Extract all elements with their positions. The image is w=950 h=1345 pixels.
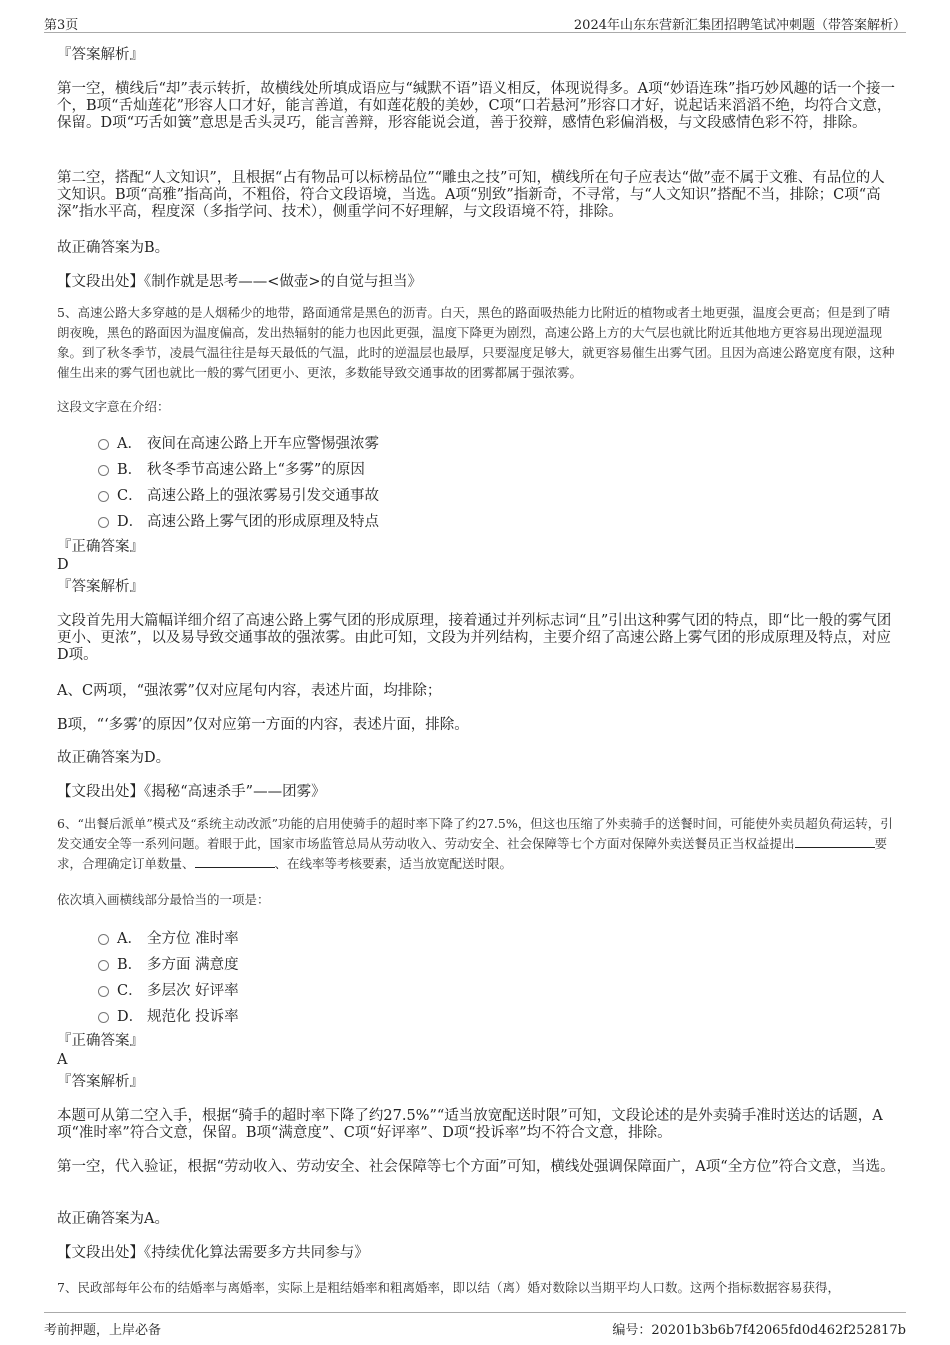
q7-stem: 7、民政部每年公布的结婚率与离婚率，实际上是粗结婚率和粗离婚率，即以结（离）婚对数除以当期平均人口数。这两个指标数据容易获得， — [57, 1280, 840, 1295]
page-header — [44, 10, 906, 33]
q5-analysis-para3: B项，“‘多雾’的原因”仅对应第一方面的内容，表述片面，排除。 — [57, 717, 469, 733]
footer-slogan: 考前押题，上岸必备 — [44, 1323, 162, 1338]
q4-conclusion: 故正确答案为B。 — [57, 240, 170, 256]
q6-source: 【文段出处】《持续优化算法需要多方共同参与》 — [57, 1245, 369, 1261]
q5-conclusion: 故正确答案为D。 — [57, 750, 171, 766]
q6-analysis-para2: 第一空，代入验证，根据“劳动收入、劳动安全、社会保障等七个方面”可知，横线处强调保障面广，A项“全方位”符合文意，当选。 — [57, 1159, 895, 1175]
radio-icon[interactable] — [98, 439, 109, 450]
radio-icon[interactable] — [98, 465, 109, 476]
q4-analysis-para1: 第一空，横线后“却”表示转折，故横线处所填成语应与“缄默不语”语义相反，体现说得多。A项“妙语连珠”指巧妙风趣的话一个接一个，B项“舌灿莲花”形容人口才好，能言善道，有如莲花般的美妙，C项“口若悬河”形容口才好，说起话来滔滔不绝，均符合文意，保留。D项“巧舌如簧”意思是舌头灵巧，能言善辩，形容能说会道，善于狡辩，感情色彩偏消极，与文段感情色彩不符，排除。 — [57, 81, 895, 131]
radio-icon[interactable] — [98, 960, 109, 971]
q6-option-d[interactable]: D． 规范化 投诉率 — [98, 1005, 239, 1026]
q6-option-a[interactable]: A． 全方位 准时率 — [98, 927, 239, 948]
q5-analysis-title: 『答案解析』 — [57, 579, 144, 595]
fill-blank-1[interactable] — [795, 835, 875, 848]
q6-option-c[interactable]: C． 多层次 好评率 — [98, 979, 239, 1000]
q4-analysis-title: 『答案解析』 — [57, 47, 144, 63]
q5-option-d[interactable]: D． 高速公路上雾气团的形成原理及特点 — [98, 510, 379, 531]
radio-icon[interactable] — [98, 934, 109, 945]
q5-source: 【文段出处】《揭秘“高速杀手”——团雾》 — [57, 784, 326, 800]
q5-question: 这段文字意在介绍： — [57, 399, 170, 414]
q5-analysis-para2: A、C两项，“强浓雾”仅对应尾句内容，表述片面，均排除； — [57, 683, 442, 699]
page-footer — [44, 1312, 906, 1337]
q5-option-b[interactable]: B． 秋冬季节高速公路上“多雾”的原因 — [98, 458, 365, 479]
q4-source: 【文段出处】《制作就是思考——<做壶>的自觉与担当》 — [57, 274, 423, 290]
q5-answer-title: 『正确答案』 — [57, 539, 144, 555]
q6-option-b[interactable]: B． 多方面 满意度 — [98, 953, 239, 974]
q5-answer: D — [57, 557, 69, 573]
q6-conclusion: 故正确答案为A。 — [57, 1211, 169, 1227]
q5-option-c[interactable]: C． 高速公路上的强浓雾易引发交通事故 — [98, 484, 379, 505]
fill-blank-2[interactable] — [195, 855, 275, 868]
q5-analysis-para1: 文段首先用大篇幅详细介绍了高速公路上雾气团的形成原理，接着通过并列标志词“且”引出这种雾气团的特点，即“比一般的雾气团更小、更浓”，以及易导致交通事故的强浓雾。由此可知，文段为并列结构，主要介绍了高速公路上雾气团的形成原理及特点，对应D项。 — [57, 613, 892, 663]
q4-analysis-para2: 第二空，搭配“人文知识”，且根据“占有物品可以标榜品位”“雕虫之技”可知，横线所在句子应表达“做”壶不属于文雅、有品位的人文知识。B项“高雅”指高尚，不粗俗，符合文段语境，当选。A项“别致”指新奇，不寻常，与“人文知识”搭配不当，排除；C项“高深”指水平高，程度深（多指学问、技术），侧重学问不好理解，与文段语境不符，排除。 — [57, 170, 885, 220]
radio-icon[interactable] — [98, 1012, 109, 1023]
radio-icon[interactable] — [98, 517, 109, 528]
q5-stem: 5、高速公路大多穿越的是人烟稀少的地带，路面通常是黑色的沥青。白天，黑色的路面吸热能力比附近的植物或者土地更强，温度会更高；但是到了晴朗夜晚，黑色的路面因为温度偏高，发出热辐射的能力也因此更强，温度下降更为剧烈，高速公路上方的大气层也就比附近其他地方更容易出现逆温现象。到了秋冬季节，凌晨气温往往是每天最低的气温，此时的逆温层也最厚，只要湿度足够大，就更容易催生出雾气团。且因为高速公路宽度有限，这种催生出来的雾气团也就比一般的雾气团更小、更浓，多数能导致交通事故的团雾都属于强浓雾。 — [57, 305, 895, 380]
radio-icon[interactable] — [98, 491, 109, 502]
radio-icon[interactable] — [98, 986, 109, 997]
q6-question: 依次填入画横线部分最恰当的一项是： — [57, 892, 270, 907]
document-title: 2024年山东东营新汇集团招聘笔试冲刺题（带答案解析） — [573, 18, 906, 33]
q6-answer: A — [57, 1052, 68, 1068]
q6-analysis-para1: 本题可从第二空入手，根据“骑手的超时率下降了约27.5%”“适当放宽配送时限”可知，文段论述的是外卖骑手准时送达的话题，A项“准时率”符合文意，保留。B项“满意度”、C项“好评率”、D项“投诉率”均不符合文意，排除。 — [57, 1108, 883, 1141]
document-serial: 编号：20201b3b6b7f42065fd0d462f252817b — [612, 1323, 906, 1338]
q6-answer-title: 『正确答案』 — [57, 1033, 144, 1049]
q5-option-a[interactable]: A． 夜间在高速公路上开车应警惕强浓雾 — [98, 432, 379, 453]
q6-stem: 6、“出餐后派单”模式及“系统主动改派”功能的启用使骑手的超时率下降了约27.5%，但这也压缩了外卖骑手的送餐时间，可能使外卖员超负荷运转，引发交通安全等一系列问题。着眼于此，国家市场监管总局从劳动收入、劳动安全、社会保障等七个方面对保障外卖送餐员正当权益提出 要求，合理确定订单数量、 、在线率等考核要素，适当放宽配送时限。 — [57, 816, 893, 871]
page-number: 第3页 — [44, 18, 79, 33]
q6-analysis-title: 『答案解析』 — [57, 1074, 144, 1090]
